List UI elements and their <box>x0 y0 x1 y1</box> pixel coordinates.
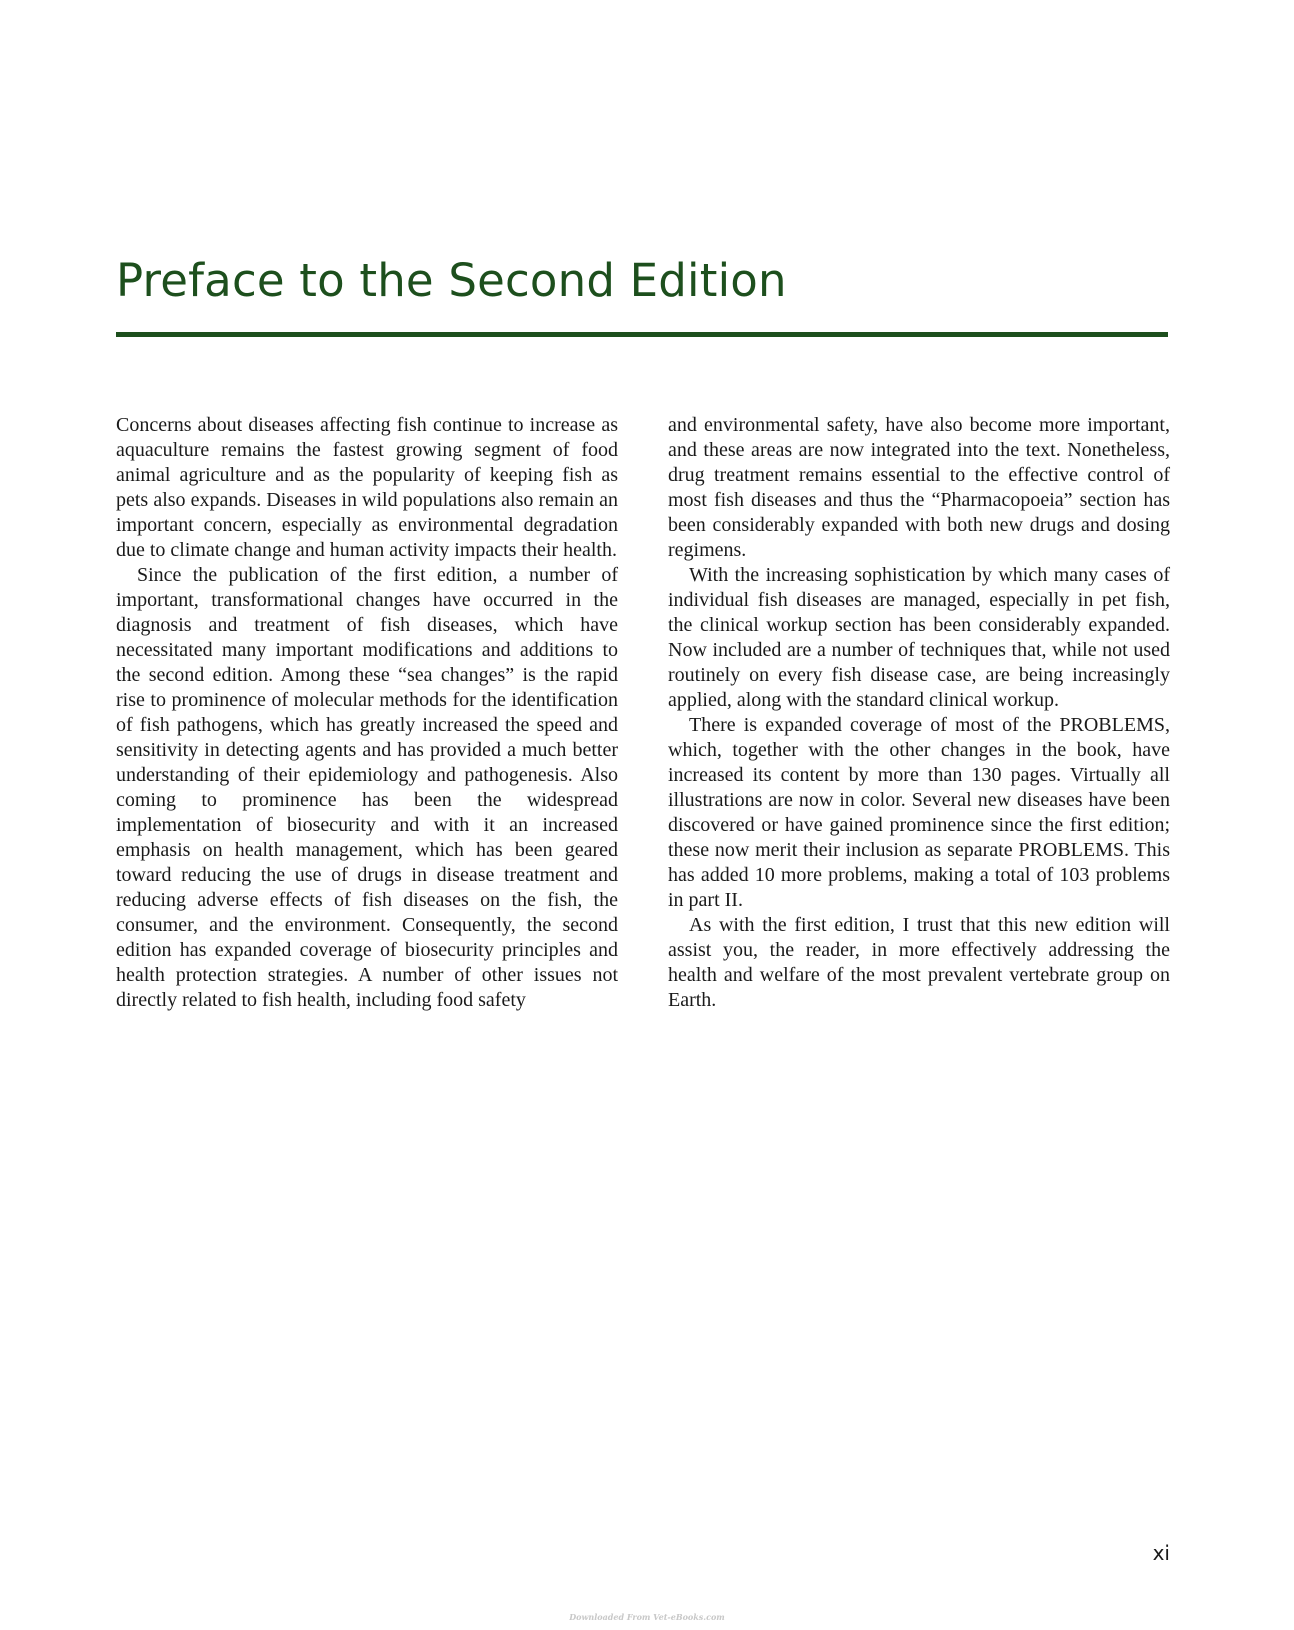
paragraph: There is expanded coverage of most of the PROBLEMS, which, together with the other changes in the book, have increased its content by more than 130 pages. Virtually all illustrations are now in color. Several new diseases have been discovered or have gained prominence since the first edition; these now merit their inclusion as separate PROBLEMS. This has added 10 more problems, making a total of 103 problems in part II. <box>668 714 1170 911</box>
right-column <box>668 413 1170 1013</box>
title-rule <box>116 332 1168 337</box>
watermark: Downloaded From Vet-eBooks.com <box>569 1612 725 1622</box>
page-number: xi <box>1152 1541 1170 1565</box>
page-title: Preface to the Second Edition <box>116 254 787 307</box>
paragraph: Concerns about diseases affecting fish continue to increase as aquaculture remains the fastest growing segment of food animal agriculture and as the popularity of keeping fish as pets also expands. Diseases in wild populations also remain an important concern, especially as environmental degradation due to climate change and human activity impacts their health. <box>116 414 618 561</box>
paragraph: Since the publication of the first edition, a number of important, transformational changes have occurred in the diagnosis and treatment of fish diseases, which have necessitated many important modifications and additions to the second edition. Among these “sea changes” is the rapid rise to prominence of molecular methods for the identification of fish pathogens, which has greatly increased the speed and sensitivity in detecting agents and has provided a much better understanding of their epidemiology and pathogenesis. Also coming to prominence has been the widespread implementation of biosecurity and with it an increased emphasis on health management, which has been geared toward reducing the use of drugs in disease treatment and reducing adverse effects of fish diseases on the fish, the consumer, and the environment. Consequently, the second edition has expanded coverage of biosecurity principles and health protection strategies. A number of other issues not directly related to fish health, including food safety <box>116 564 618 1011</box>
left-column <box>116 413 618 1013</box>
paragraph: As with the first edition, I trust that this new edition will assist you, the reader, in more effectively addressing the health and welfare of the most prevalent vertebrate group on Earth. <box>668 914 1170 1011</box>
paragraph: and environmental safety, have also become more important, and these areas are now integrated into the text. Nonetheless, drug treatment remains essential to the effective control of most fish diseases and thus the “Pharmacopoeia” section has been considerably expanded with both new drugs and dosing regimens. <box>668 414 1170 561</box>
paragraph: With the increasing sophistication by which many cases of individual fish diseases are managed, especially in pet fish, the clinical workup section has been considerably expanded. Now included are a number of techniques that, while not used routinely on every fish disease case, are being increasingly applied, along with the standard clinical workup. <box>668 564 1170 711</box>
